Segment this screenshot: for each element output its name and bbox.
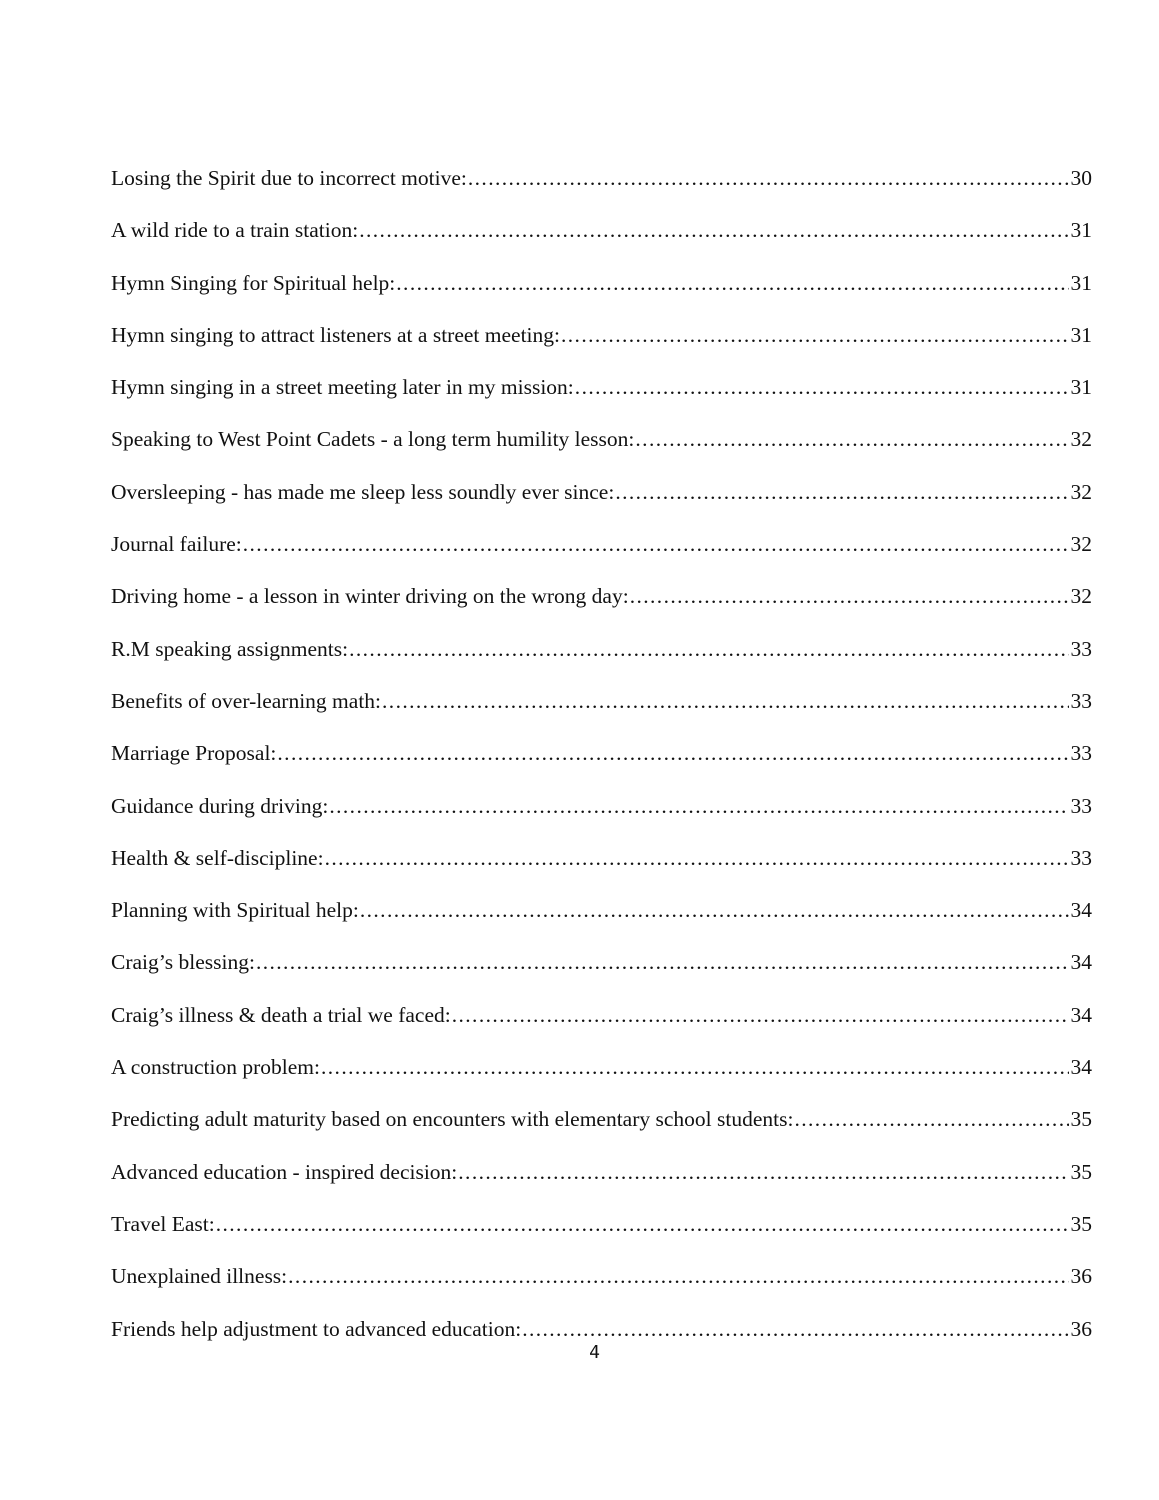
toc-entry-page: 34 bbox=[1070, 950, 1092, 975]
table-of-contents bbox=[111, 163, 1092, 1366]
toc-dot-leader bbox=[329, 791, 1068, 821]
toc-dot-leader bbox=[321, 1052, 1069, 1082]
toc-entry bbox=[111, 372, 1092, 424]
toc-entry-title: Predicting adult maturity based on encounters with elementary school students: bbox=[111, 1107, 794, 1132]
toc-entry bbox=[111, 947, 1092, 999]
toc-entry-page: 32 bbox=[1070, 427, 1092, 452]
toc-dot-leader bbox=[216, 1209, 1069, 1239]
toc-entry-title: A wild ride to a train station: bbox=[111, 218, 359, 243]
toc-entry-title: Planning with Spiritual help: bbox=[111, 898, 359, 923]
toc-entry bbox=[111, 1052, 1092, 1104]
toc-dot-leader bbox=[794, 1104, 1068, 1134]
toc-entry-title: Driving home - a lesson in winter driving on the wrong day: bbox=[111, 584, 629, 609]
toc-entry bbox=[111, 529, 1092, 581]
toc-entry-page: 35 bbox=[1070, 1211, 1092, 1236]
toc-dot-leader bbox=[256, 947, 1069, 977]
toc-entry-page: 34 bbox=[1070, 1055, 1092, 1080]
toc-entry-title: Travel East: bbox=[111, 1211, 215, 1236]
page-number: 4 bbox=[589, 1342, 600, 1363]
toc-dot-leader bbox=[615, 477, 1068, 507]
toc-entry-page: 35 bbox=[1070, 1107, 1092, 1132]
toc-dot-leader bbox=[635, 424, 1068, 454]
toc-entry-title: Losing the Spirit due to incorrect motive: bbox=[111, 166, 467, 190]
toc-entry bbox=[111, 1261, 1092, 1313]
toc-entry bbox=[111, 895, 1092, 947]
toc-entry bbox=[111, 424, 1092, 476]
toc-dot-leader bbox=[458, 1157, 1068, 1187]
toc-entry bbox=[111, 581, 1092, 633]
toc-entry-page: 33 bbox=[1070, 793, 1092, 818]
toc-entry-page: 32 bbox=[1070, 532, 1092, 557]
toc-entry-page: 30 bbox=[1070, 166, 1092, 190]
toc-dot-leader bbox=[522, 1314, 1068, 1344]
toc-entry bbox=[111, 215, 1092, 267]
toc-entry-page: 36 bbox=[1070, 1264, 1092, 1289]
toc-entry-title: Marriage Proposal: bbox=[111, 741, 277, 766]
toc-entry-title: Guidance during driving: bbox=[111, 793, 329, 818]
toc-entry bbox=[111, 634, 1092, 686]
toc-entry-page: 31 bbox=[1070, 322, 1092, 347]
toc-entry-page: 33 bbox=[1070, 741, 1092, 766]
toc-entry-page: 33 bbox=[1070, 845, 1092, 870]
toc-entry-title: Craig’s blessing: bbox=[111, 950, 255, 975]
toc-entry bbox=[111, 1104, 1092, 1156]
toc-entry-title: Hymn singing in a street meeting later in my mission: bbox=[111, 375, 574, 400]
toc-entry-page: 34 bbox=[1070, 1002, 1092, 1027]
toc-dot-leader bbox=[452, 1000, 1069, 1030]
toc-entry bbox=[111, 686, 1092, 738]
toc-entry-title: Journal failure: bbox=[111, 532, 242, 557]
toc-entry bbox=[111, 320, 1092, 372]
toc-entry-page: 32 bbox=[1070, 584, 1092, 609]
toc-entry-title: Oversleeping - has made me sleep less soundly ever since: bbox=[111, 479, 615, 504]
toc-entry-title: Hymn Singing for Spiritual help: bbox=[111, 270, 396, 295]
toc-dot-leader bbox=[288, 1261, 1068, 1291]
toc-entry bbox=[111, 843, 1092, 895]
toc-entry-page: 31 bbox=[1070, 270, 1092, 295]
toc-entry bbox=[111, 791, 1092, 843]
toc-dot-leader bbox=[277, 738, 1068, 768]
toc-dot-leader bbox=[382, 686, 1068, 716]
toc-entry bbox=[111, 1157, 1092, 1209]
toc-dot-leader bbox=[396, 268, 1068, 298]
toc-entry-page: 31 bbox=[1070, 375, 1092, 400]
toc-entry-title: Friends help adjustment to advanced education: bbox=[111, 1316, 522, 1341]
toc-entry bbox=[111, 1209, 1092, 1261]
toc-dot-leader bbox=[468, 163, 1069, 193]
toc-entry-title: R.M speaking assignments: bbox=[111, 636, 349, 661]
toc-entry-page: 33 bbox=[1070, 636, 1092, 661]
toc-dot-leader bbox=[349, 634, 1068, 664]
toc-entry-page: 31 bbox=[1070, 218, 1092, 243]
toc-entry bbox=[111, 477, 1092, 529]
toc-entry-page: 35 bbox=[1070, 1159, 1092, 1184]
toc-dot-leader bbox=[360, 895, 1069, 925]
toc-entry bbox=[111, 163, 1092, 215]
toc-dot-leader bbox=[575, 372, 1069, 402]
toc-entry bbox=[111, 1000, 1092, 1052]
toc-entry-page: 36 bbox=[1070, 1316, 1092, 1341]
toc-entry-title: Benefits of over-learning math: bbox=[111, 688, 382, 713]
toc-dot-leader bbox=[630, 581, 1069, 611]
toc-entry bbox=[111, 268, 1092, 320]
toc-entry-title: A construction problem: bbox=[111, 1055, 320, 1080]
toc-entry-title: Advanced education - inspired decision: bbox=[111, 1159, 458, 1184]
toc-dot-leader bbox=[359, 215, 1068, 245]
toc-dot-leader bbox=[243, 529, 1069, 559]
toc-dot-leader bbox=[325, 843, 1069, 873]
toc-entry-title: Hymn singing to attract listeners at a street meeting: bbox=[111, 322, 560, 347]
toc-entry-title: Health & self-discipline: bbox=[111, 845, 324, 870]
toc-entry-title: Unexplained illness: bbox=[111, 1264, 288, 1289]
toc-entry-title: Speaking to West Point Cadets - a long term humility lesson: bbox=[111, 427, 635, 452]
toc-dot-leader bbox=[561, 320, 1069, 350]
toc-entry bbox=[111, 738, 1092, 790]
toc-entry-page: 33 bbox=[1070, 688, 1092, 713]
toc-entry-page: 34 bbox=[1070, 898, 1092, 923]
toc-entry-page: 32 bbox=[1070, 479, 1092, 504]
toc-entry-title: Craig’s illness & death a trial we faced: bbox=[111, 1002, 451, 1027]
